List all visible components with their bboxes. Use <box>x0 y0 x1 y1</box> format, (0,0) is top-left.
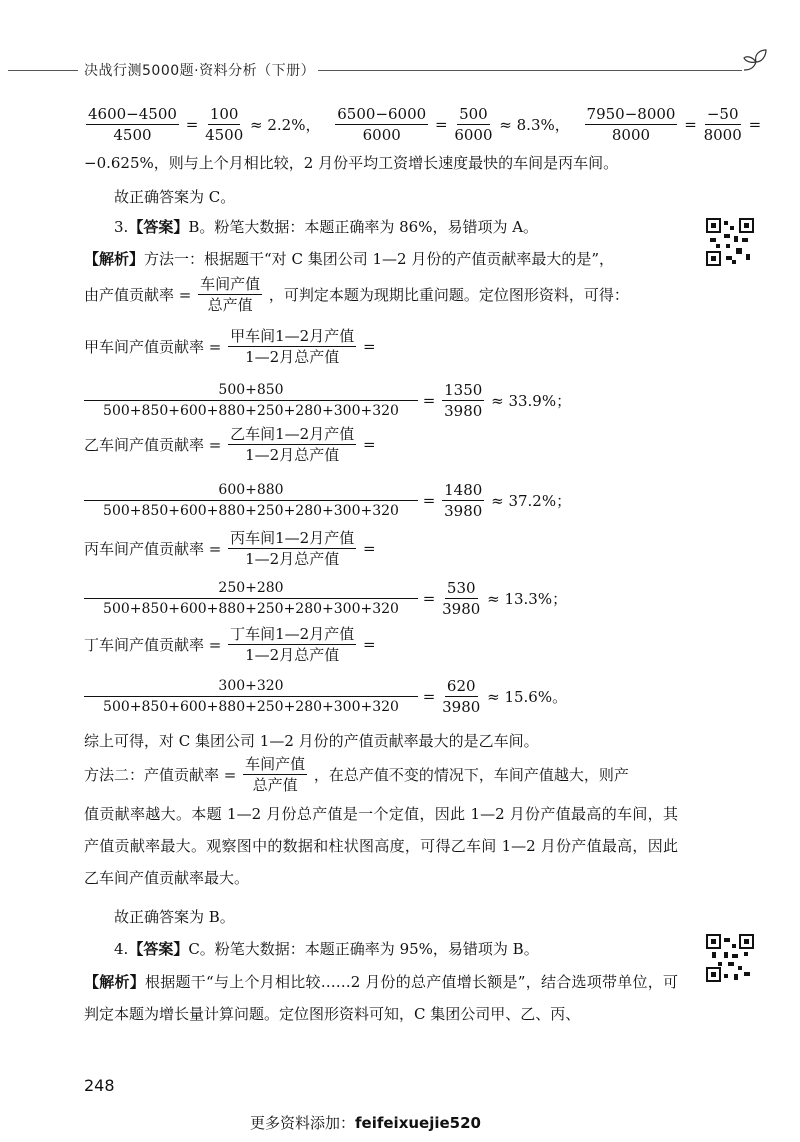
summary-line: 综上可得，对 C 集团公司 1—2 月份的产值贡献率最大的是乙车间。 <box>84 732 539 750</box>
calc-bing-label: 丙车间产值贡献率 = $\frac{\text{丙车间1—2月产值}}{\text{1—2月总产值}}$ = <box>84 529 376 568</box>
fraction: $\frac{\text{车间产值}}{\text{总产值}}$ <box>245 755 306 794</box>
fraction: $\frac{500}{6000}$ <box>454 105 493 144</box>
method-2-line: 方法二：产值贡献率 = $\frac{\text{车间产值}}{\text{总产值}}$ ，在总产值不变的情况下，车间产值越大，则产 <box>84 755 629 794</box>
calc-yi-label: 乙车间产值贡献率 = $\frac{\text{乙车间1—2月产值}}{\text{1—2月总产值}}$ = <box>84 425 376 464</box>
definition-line: 由产值贡献率 = $\frac{\text{车间产值}}{\text{总产值}}$ ，可判定本题为现期比重问题。定位图形资料，可得： <box>84 275 629 314</box>
fraction: $\frac{620}{3980}$ <box>442 677 481 716</box>
calc-yi-value: $\frac{600+880}{500+850+600+880+250+280+300+320}$ = $\frac{1480}{3980}$ ≈ 37.2%； <box>84 482 571 519</box>
question-4-analysis: 【解析】根据题干“与上个月相比较……2 月份的总产值增长额是”，结合选项带单位，可判定本题为增长量计算问题。定位图形资料可知，C 集团公司甲、乙、丙、 <box>84 973 678 1023</box>
fraction: $\frac{-50}{8000}$ <box>703 105 742 144</box>
fraction: $\frac{1480}{3980}$ <box>444 481 483 520</box>
header-title: 决战行测5000题·资料分析（下册） <box>84 63 316 79</box>
sprout-icon <box>736 46 776 76</box>
fraction: $\frac{300+320}{500+850+600+880+250+280+300+320}$ <box>86 678 416 715</box>
fraction: $\frac{500+850}{500+850+600+880+250+280+300+320}$ <box>86 382 416 419</box>
calc-jia-label: 甲车间产值贡献率 = $\frac{\text{甲车间1—2月产值}}{\text{1—2月总产值}}$ = <box>84 327 376 366</box>
fraction: $\frac{530}{3980}$ <box>442 579 481 618</box>
fraction: $\frac{\text{乙车间1—2月产值}}{\text{1—2月总产值}}$ <box>230 425 355 464</box>
header-rule-left <box>8 70 78 71</box>
fraction: $\frac{\text{丁车间1—2月产值}}{\text{1—2月总产值}}$ <box>230 625 355 664</box>
question-3-answer: 3.【答案】B。粉笔大数据：本题正确率为 86%，易错项为 A。 <box>114 218 539 236</box>
calc-bing-value: $\frac{250+280}{500+850+600+880+250+280+300+320}$ = $\frac{530}{3980}$ ≈ 13.3%； <box>84 580 567 617</box>
text-line: −0.625%，则与上个月相比较，2 月份平均工资增长速度最快的车间是丙车间。 <box>84 154 619 172</box>
fraction: $\frac{1350}{3980}$ <box>444 381 483 420</box>
qr-code-icon[interactable] <box>706 934 754 982</box>
running-header <box>0 56 800 86</box>
page-number: 248 <box>84 1076 115 1095</box>
answer-line: 故正确答案为 C。 <box>114 188 236 206</box>
fraction: $\frac{\text{甲车间1—2月产值}}{\text{1—2月总产值}}$ <box>230 327 355 366</box>
fraction: $\frac{\text{丙车间1—2月产值}}{\text{1—2月总产值}}$ <box>230 529 355 568</box>
method-2-paragraph: 值贡献率越大。本题 1—2 月份总产值是一个定值，因此 1—2 月份产值最高的车间，其产值贡献率最大。观察图中的数据和柱状图高度，可得乙车间 1—2 月份产值最高，因此乙车间产值贡献率最大。 <box>84 805 678 887</box>
calc-jia-value: $\frac{500+850}{500+850+600+880+250+280+300+320}$ = $\frac{1350}{3980}$ ≈ 33.9%； <box>84 382 571 419</box>
fraction: $\frac{4600-4500}{4500}$ <box>88 105 177 144</box>
question-4-answer: 4.【答案】C。粉笔大数据：本题正确率为 95%，易错项为 B。 <box>114 940 539 958</box>
qr-code-icon[interactable] <box>706 218 754 266</box>
fraction: $\frac{100}{4500}$ <box>205 105 244 144</box>
fraction: $\frac{600+880}{500+850+600+880+250+280+300+320}$ <box>86 482 416 519</box>
question-3-analysis: 【解析】方法一：根据题干“对 C 集团公司 1—2 月份的产值贡献率最大的是”， <box>84 250 614 268</box>
answer-line: 故正确答案为 B。 <box>114 908 235 926</box>
calc-ding-label: 丁车间产值贡献率 = $\frac{\text{丁车间1—2月产值}}{\text{1—2月总产值}}$ = <box>84 625 376 664</box>
footer-note: 更多资料添加：feifeixuejie520 <box>250 1114 481 1132</box>
fraction: $\frac{7950-8000}{8000}$ <box>586 105 676 144</box>
fraction: $\frac{\text{车间产值}}{\text{总产值}}$ <box>200 275 261 314</box>
fraction: $\frac{6500-6000}{6000}$ <box>337 105 427 144</box>
formula-line-1: $\frac{4600-4500}{4500}$ = $\frac{100}{4500}$ ≈ 2.2%， $\frac{6500-6000}{6000}$ = $\frac{500}{6000}$ ≈ 8.3%， $\frac{7950-8000}{8000}$ = $\frac{-50}{8000}$ = <box>88 105 762 144</box>
calc-ding-value: $\frac{300+320}{500+850+600+880+250+280+300+320}$ = $\frac{620}{3980}$ ≈ 15.6%。 <box>84 678 567 715</box>
header-rule-right <box>318 70 742 71</box>
fraction: $\frac{250+280}{500+850+600+880+250+280+300+320}$ <box>86 580 416 617</box>
